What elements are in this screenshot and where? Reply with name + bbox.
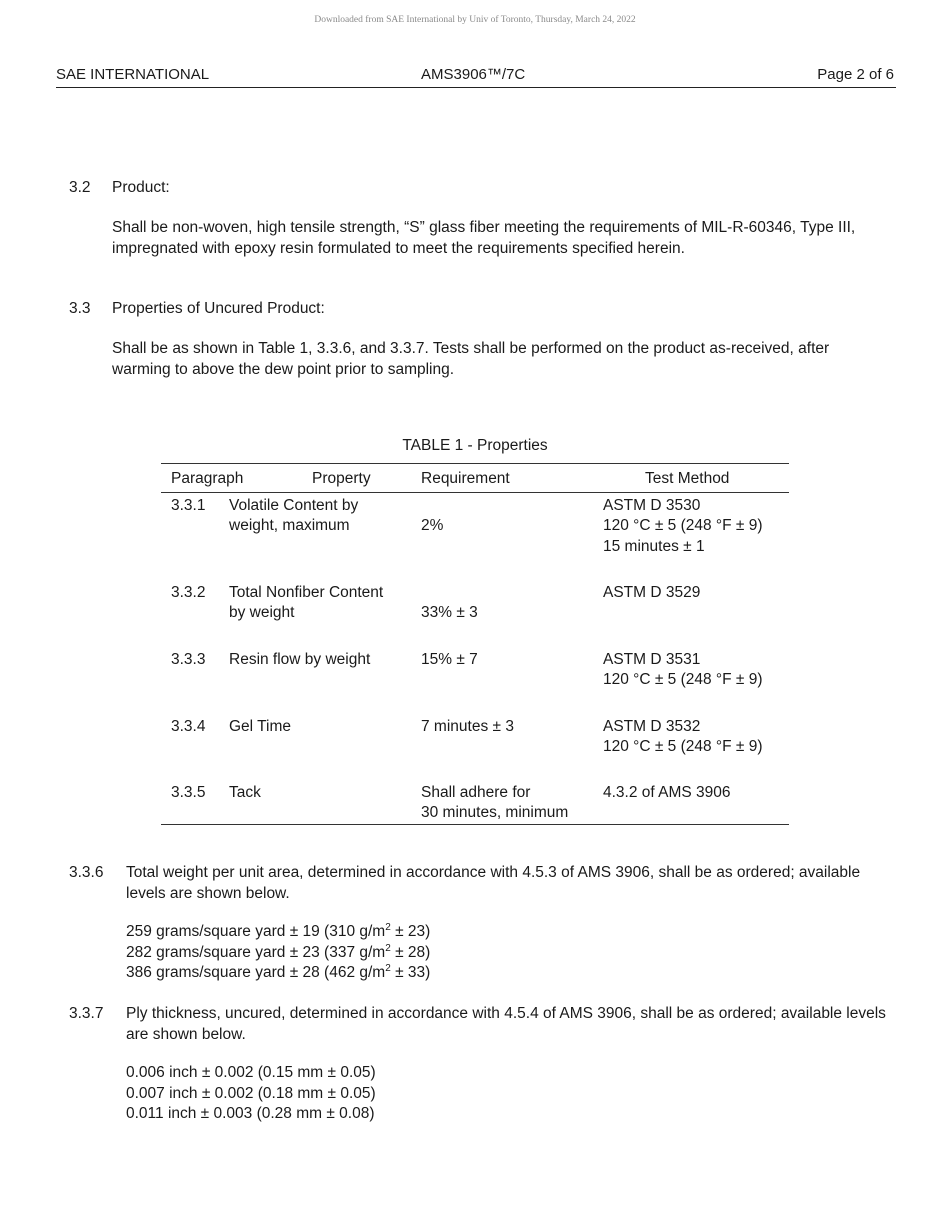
- table-header-rule: [161, 492, 789, 493]
- header-rule: [56, 87, 896, 88]
- section-3-3-7-levels: [126, 1063, 376, 1125]
- section-3-3-body: Shall be as shown in Table 1, 3.3.6, and 3.3.7. Tests shall be performed on the product as-received, after warming to above the dew point prior to sampling.: [112, 340, 830, 378]
- thickness-level: 0.011 inch ± 0.003 (0.28 mm ± 0.08): [126, 1105, 375, 1122]
- table-row-property: Volatile Content by weight, maximum: [229, 497, 359, 535]
- section-3-2-body: Shall be non-woven, high tensile strength, “S” glass fiber meeting the requirements of MIL-R-60346, Type III, impregnated with epoxy resin formulated to meet the requirements specified herein.: [112, 219, 856, 257]
- section-3-2-title: Product:: [112, 179, 170, 196]
- table-header-property: Property: [312, 470, 371, 487]
- table-row-paragraph: 3.3.4: [171, 718, 206, 735]
- table-row-requirement: 33% ± 3: [421, 604, 478, 621]
- table-row-test-method: ASTM D 3532 120 °C ± 5 (248 °F ± 9): [603, 718, 763, 756]
- header-org: SAE INTERNATIONAL: [56, 66, 210, 83]
- table-row-paragraph: 3.3.2: [171, 584, 206, 601]
- table-row-paragraph: 3.3.3: [171, 651, 206, 668]
- table-row-test-method: ASTM D 3530 120 °C ± 5 (248 °F ± 9) 15 minutes ± 1: [603, 497, 763, 555]
- table-row-test-method: ASTM D 3529: [603, 584, 701, 601]
- section-3-3-6-levels: [126, 922, 430, 984]
- table-header-requirement: Requirement: [421, 470, 510, 487]
- weight-level: 386 grams/square yard ± 28 (462 $g/m^2 \pm 33$): [126, 962, 431, 981]
- section-3-3-title: Properties of Uncured Product:: [112, 300, 325, 317]
- section-3-2-number: 3.2: [69, 179, 91, 196]
- section-3-3-6-body: Total weight per unit area, determined in accordance with 4.5.3 of AMS 3906, shall be as ordered; available levels are shown below.: [126, 864, 861, 902]
- table-row-property: Total Nonfiber Content by weight: [229, 584, 384, 622]
- table-row-requirement: 2%: [421, 517, 444, 534]
- section-3-3-6-number: 3.3.6: [69, 864, 104, 881]
- table-row-property: Resin flow by weight: [229, 651, 371, 668]
- table-row-test-method: ASTM D 3531 120 °C ± 5 (248 °F ± 9): [603, 651, 763, 689]
- table-top-rule: [161, 463, 789, 464]
- thickness-level: 0.006 inch ± 0.002 (0.15 mm ± 0.05): [126, 1064, 376, 1081]
- download-watermark: Downloaded from SAE International by Univ of Toronto, Thursday, March 24, 2022: [314, 15, 636, 25]
- table-row-paragraph: 3.3.5: [171, 784, 206, 801]
- header-doc-number: AMS3906™/7C: [421, 66, 526, 83]
- header-page-number: Page 2 of 6: [817, 66, 894, 83]
- section-3-3-7-body: Ply thickness, uncured, determined in accordance with 4.5.4 of AMS 3906, shall be as ordered; available levels are shown below.: [126, 1005, 886, 1043]
- table-row-requirement: 15% ± 7: [421, 651, 478, 668]
- section-3-3-number: 3.3: [69, 300, 91, 317]
- table-row-requirement: Shall adhere for 30 minutes, minimum: [421, 784, 569, 822]
- section-3-3-7-number: 3.3.7: [69, 1005, 104, 1022]
- table-header-test-method: Test Method: [645, 470, 730, 487]
- table-row-requirement: 7 minutes ± 3: [421, 718, 514, 735]
- table-row-property: Gel Time: [229, 718, 292, 735]
- weight-level: 259 grams/square yard ± 19 (310 $g/m^2 \pm 23$): [126, 921, 431, 940]
- table-header-paragraph: Paragraph: [171, 470, 244, 487]
- table-row-paragraph: 3.3.1: [171, 497, 206, 514]
- table-row-property: Tack: [229, 784, 261, 801]
- thickness-level: 0.007 inch ± 0.002 (0.18 mm ± 0.05): [126, 1084, 376, 1102]
- table-row-test-method: 4.3.2 of AMS 3906: [603, 784, 731, 801]
- weight-level: 282 grams/square yard ± 23 (337 $g/m^2 \pm 28$): [126, 942, 431, 961]
- table-bottom-rule: [161, 824, 789, 825]
- table-caption: TABLE 1 - Properties: [402, 437, 548, 454]
